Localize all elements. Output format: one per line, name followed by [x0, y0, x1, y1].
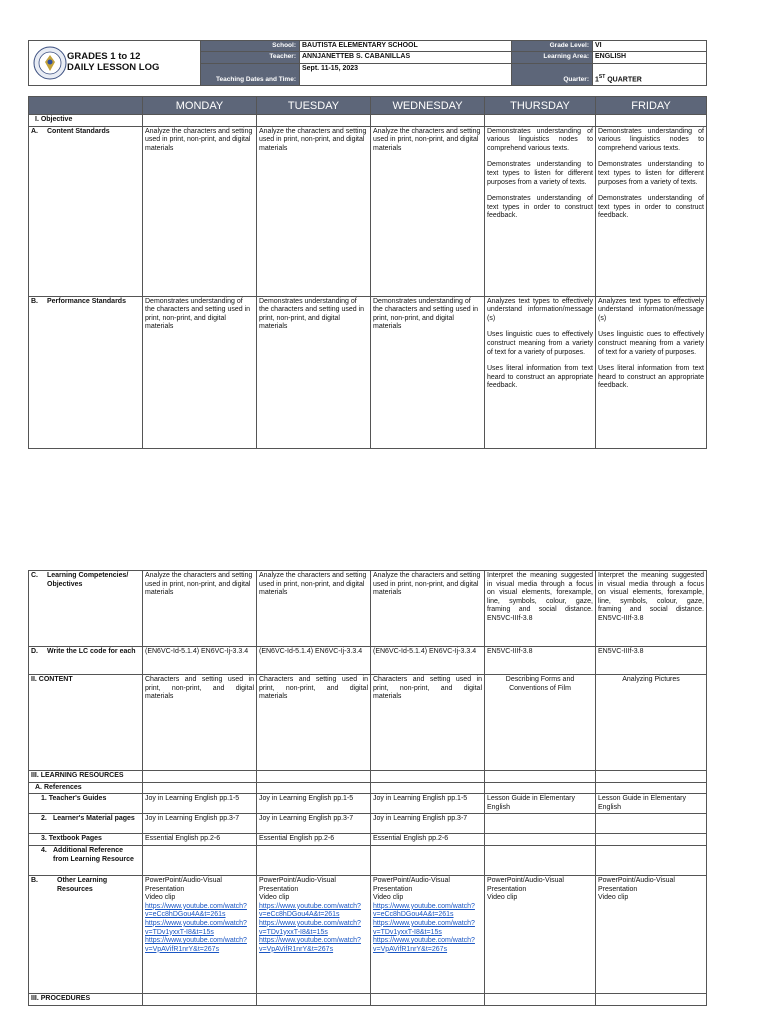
textbook-wed: Essential English pp.2-6 — [371, 834, 485, 846]
lc-code-wed: (EN6VC-Id-5.1.4) EN6VC-Ij-3.3.4 — [371, 647, 485, 675]
content-standards-wed: Analyze the characters and setting used in print, non-print, and digital materials — [371, 126, 485, 296]
learners-material-label: 2. Learner's Material pages — [29, 814, 143, 834]
table-row — [29, 296, 707, 448]
lc-code-tue: (EN6VC-Id-5.1.4) EN6VC-Ij-3.3.4 — [257, 647, 371, 675]
table-row — [29, 834, 707, 846]
other-resources-label: B. Other Learning Resources — [29, 875, 143, 993]
other-resources-tue: PowerPoint/Audio-Visual Presentation Video clip https://www.youtube.com/watch?v=eCc8hDGou4A&t=261s https://www.youtube.com/watch?v=TDv1yxxT-I8&t=15s https://www.youtube.com/watch?v=VpAVifR1nrY&t=267s — [257, 875, 371, 993]
quarter-value: 1ST QUARTER — [593, 63, 707, 86]
day-header-blank — [29, 97, 143, 115]
learning-resources-label: III. LEARNING RESOURCES — [29, 771, 143, 783]
day-header-monday: MONDAY — [143, 97, 257, 115]
grade-label: Grade Level: — [512, 41, 593, 52]
additional-reference-label: 4. Additional Reference from Learning Resource — [29, 845, 143, 875]
competencies-thu: Interpret the meaning suggested in visual media through a focus on visual elements, forexample, line, symbols, colour, gaze, framing and social distance. EN5VC-IIIf-3.8 — [485, 571, 596, 647]
table-row — [29, 875, 707, 993]
teacher-value: ANNJANETTEB S. CABANILLAS — [300, 52, 512, 63]
content-standards-thu: Demonstrates understanding of various linguistics nodes to comprehend various texts. Demonstrates understanding to text types to listen for different purposes from a variety of texts. Demonstrates understanding of text types in order to construct feedback. — [485, 126, 596, 296]
competencies-fri: Interpret the meaning suggested in visual media through a focus on visual elements, forexample, line, symbols, colour, gaze, framing and social distance. EN5VC-IIIf-3.8 — [596, 571, 707, 647]
school-value: BAUTISTA ELEMENTARY SCHOOL — [300, 41, 512, 52]
content-thu: Describing Forms and Conventions of Film — [485, 675, 596, 771]
competencies-tue: Analyze the characters and setting used in print, non-print, and digital materials — [257, 571, 371, 647]
school-label: School: — [201, 41, 300, 52]
video-link-3[interactable]: https://www.youtube.com/watch?v=VpAVifR1nrY&t=267s — [259, 937, 361, 953]
teachers-guides-mon: Joy in Learning English pp.1-5 — [143, 794, 257, 814]
learners-material-tue: Joy in Learning English pp.3-7 — [257, 814, 371, 834]
video-link-2[interactable]: https://www.youtube.com/watch?v=TDv1yxxT-I8&t=15s — [259, 919, 361, 936]
resources-table — [28, 570, 707, 1006]
dates-label: Teaching Dates and Time: — [201, 63, 300, 86]
video-link-1[interactable]: https://www.youtube.com/watch?v=eCc8hDGou4A&t=261s — [145, 902, 247, 919]
day-header-tuesday: TUESDAY — [257, 97, 371, 115]
lc-code-fri: EN5VC-IIIf-3.8 — [596, 647, 707, 675]
video-link-3[interactable]: https://www.youtube.com/watch?v=VpAVifR1nrY&t=267s — [373, 937, 475, 953]
competencies-label: C. Learning Competencies/ Objectives — [29, 571, 143, 647]
quarter-label: Quarter: — [512, 63, 593, 86]
page-title: GRADES 1 to 12 DAILY LESSON LOG — [67, 51, 160, 73]
learners-material-mon: Joy in Learning English pp.3-7 — [143, 814, 257, 834]
textbook-mon: Essential English pp.2-6 — [143, 834, 257, 846]
textbook-tue: Essential English pp.2-6 — [257, 834, 371, 846]
table-row — [29, 571, 707, 647]
video-link-2[interactable]: https://www.youtube.com/watch?v=TDv1yxxT-I8&t=15s — [373, 919, 475, 936]
content-tue: Characters and setting used in print, non-print, and digital materials — [257, 675, 371, 771]
learners-material-wed: Joy in Learning English pp.3-7 — [371, 814, 485, 834]
competencies-mon: Analyze the characters and setting used in print, non-print, and digital materials — [143, 571, 257, 647]
table-row — [29, 814, 707, 834]
other-resources-mon: PowerPoint/Audio-Visual Presentation Video clip https://www.youtube.com/watch?v=eCc8hDGou4A&t=261s https://www.youtube.com/watch?v=TDv1yxxT-I8&t=15s https://www.youtube.com/watch?v=VpAVifR1nrY&t=267s — [143, 875, 257, 993]
textbook-label: 3. Textbook Pages — [29, 834, 143, 846]
teachers-guides-fri: Lesson Guide in Elementary English — [596, 794, 707, 814]
other-resources-wed: PowerPoint/Audio-Visual Presentation Video clip https://www.youtube.com/watch?v=eCc8hDGou4A&t=261s https://www.youtube.com/watch?v=TDv1yxxT-I8&t=15s https://www.youtube.com/watch?v=VpAVifR1nrY&t=267s — [371, 875, 485, 993]
teachers-guides-wed: Joy in Learning English pp.1-5 — [371, 794, 485, 814]
table-row — [29, 845, 707, 875]
performance-standards-label: B. Performance Standards — [29, 296, 143, 448]
other-resources-thu: PowerPoint/Audio-Visual Presentation Video clip — [485, 875, 596, 993]
performance-standards-thu: Analyzes text types to effectively understand information/message (s) Uses linguistic cues to effectively construct meaning from a variety of text for a variety of purposes. Uses literal information from text heard to construct an appropriate feedback. — [485, 296, 596, 448]
video-link-1[interactable]: https://www.youtube.com/watch?v=eCc8hDGou4A&t=261s — [259, 902, 361, 919]
teachers-guides-tue: Joy in Learning English pp.1-5 — [257, 794, 371, 814]
teachers-guides-label: 1. Teacher's Guides — [29, 794, 143, 814]
references-label: A. References — [29, 782, 143, 794]
header-logo-cell — [29, 41, 201, 86]
content-mon: Characters and setting used in print, non-print, and digital materials — [143, 675, 257, 771]
content-standards-mon: Analyze the characters and setting used in print, non-print, and digital materials — [143, 126, 257, 296]
grade-value: VI — [593, 41, 707, 52]
standards-table — [28, 96, 707, 449]
table-row — [29, 675, 707, 771]
table-row — [29, 647, 707, 675]
deped-seal-icon — [33, 46, 67, 80]
video-link-3[interactable]: https://www.youtube.com/watch?v=VpAVifR1nrY&t=267s — [145, 937, 247, 953]
procedures-label: III. PROCEDURES — [29, 993, 143, 1005]
content-label: II. CONTENT — [29, 675, 143, 771]
area-value: ENGLISH — [593, 52, 707, 63]
table-row — [29, 794, 707, 814]
dates-value: Sept. 11-15, 2023 — [300, 63, 512, 86]
competencies-wed: Analyze the characters and setting used in print, non-print, and digital materials — [371, 571, 485, 647]
content-standards-tue: Analyze the characters and setting used in print, non-print, and digital materials — [257, 126, 371, 296]
video-link-2[interactable]: https://www.youtube.com/watch?v=TDv1yxxT-I8&t=15s — [145, 919, 247, 936]
content-standards-label: A. Content Standards — [29, 126, 143, 296]
header-table — [28, 40, 707, 86]
table-row — [29, 126, 707, 296]
day-header-friday: FRIDAY — [596, 97, 707, 115]
area-label: Learning Area: — [512, 52, 593, 63]
performance-standards-mon: Demonstrates understanding of the characters and setting used in print, non-print, and digital materials — [143, 296, 257, 448]
performance-standards-fri: Analyzes text types to effectively understand information/message (s) Uses linguistic cues to effectively construct meaning from a variety of text for a variety of purposes. Uses literal information from text heard to construct an appropriate feedback. — [596, 296, 707, 448]
performance-standards-tue: Demonstrates understanding of the characters and setting used in print, non-print, and digital materials — [257, 296, 371, 448]
content-fri: Analyzing Pictures — [596, 675, 707, 771]
content-wed: Characters and setting used in print, non-print, and digital materials — [371, 675, 485, 771]
performance-standards-wed: Demonstrates understanding of the characters and setting used in print, non-print, and digital materials — [371, 296, 485, 448]
lc-code-mon: (EN6VC-Id-5.1.4) EN6VC-Ij-3.3.4 — [143, 647, 257, 675]
teacher-label: Teacher: — [201, 52, 300, 63]
teachers-guides-thu: Lesson Guide in Elementary English — [485, 794, 596, 814]
objective-label: I. Objective — [29, 115, 143, 127]
other-resources-fri: PowerPoint/Audio-Visual Presentation Video clip — [596, 875, 707, 993]
lc-code-label: D. Write the LC code for each — [29, 647, 143, 675]
video-link-1[interactable]: https://www.youtube.com/watch?v=eCc8hDGou4A&t=261s — [373, 902, 475, 919]
content-standards-fri: Demonstrates understanding of various linguistics nodes to comprehend various texts. Demonstrates understanding to text types to listen for different purposes from a variety of texts. Demonstrates understanding of text types in order to construct feedback. — [596, 126, 707, 296]
day-header-wednesday: WEDNESDAY — [371, 97, 485, 115]
day-header-thursday: THURSDAY — [485, 97, 596, 115]
lc-code-thu: EN5VC-IIIf-3.8 — [485, 647, 596, 675]
